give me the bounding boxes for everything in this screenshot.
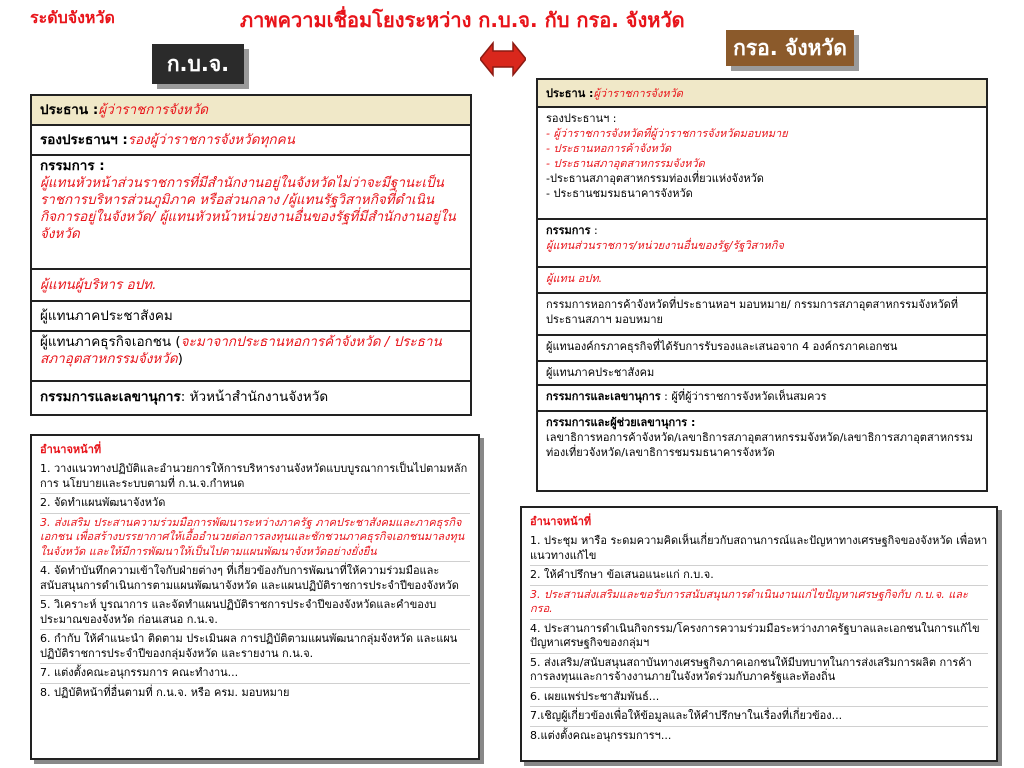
kbj-vice-row <box>32 126 470 156</box>
kro-vice-label: รองประธานฯ : <box>546 112 617 125</box>
kbj-tab: ก.บ.จ. <box>152 44 244 84</box>
kro-duty-item: 3. ประสานส่งเสริมและขอรับการสนับสนุนการดำเนินงานแก่ไขปัญหาเศรษฐกิจกับ ก.บ.จ. และ กรอ. <box>530 586 988 620</box>
kro-private-org-row <box>538 336 986 362</box>
kro-chair-row <box>538 80 986 108</box>
kro-chamber-row <box>538 294 986 336</box>
kro-vice-row <box>538 108 986 220</box>
kbj-duty-item: 7. แต่งตั้งคณะอนุกรรมการ คณะทำงาน... <box>40 664 470 684</box>
kbj-private-label: ผู้แทนภาคธุรกิจเอกชน ( <box>40 334 181 350</box>
kbj-duty-item: 3. ส่งเสริม ประสานความร่วมมือการพัฒนาระหว่างภาครัฐ ภาคประชาสังคมและภาคธุรกิจเอกชน เพื่อสร้างบรรยากาศให้เอื้ออำนวยต่อการลงทุนและชักชวนภาคธุรกิจเอกชนมาลงทุนในจังหวัด และให้มีการพัฒนาให้เป็นไปตามแผนพัฒนาจังหวัดอย่างยั่งยืน <box>40 514 470 563</box>
kro-duty-item: 2. ให้คำปรึกษา ข้อเสนอแนะแก่ ก.บ.จ. <box>530 566 988 586</box>
kbj-civil-row <box>32 302 470 332</box>
kro-vice-item: - ประธานหอการค้าจังหวัด <box>546 142 672 155</box>
kro-civil: ผู้แทนภาคประชาสังคม <box>546 366 655 379</box>
kro-secretary-row <box>538 386 986 412</box>
kro-vice-list <box>546 126 978 201</box>
kbj-duty-item: 8. ปฏิบัติหน้าที่อื่นตามที่ ก.น.จ. หรือ ครม. มอบหมาย <box>40 685 290 699</box>
kro-members-row: กรรมการ : ผู้แทนส่วนราชการ/หน่วยงานอื่นของรัฐ/รัฐวิสาหกิจ <box>538 220 986 268</box>
kro-duty-item: 4. ประสานการดำเนินกิจกรรม/โครงการความร่วมมือระหว่างภาครัฐบาลและเอกชนในการแก้ไขปัญหาเศรษฐกิจของกลุ่มฯ <box>530 620 988 654</box>
kro-vice-item: - ประธานสภาอุตสาหกรรมจังหวัด <box>546 157 705 170</box>
kro-private-org: ผู้แทนองค์กรภาคธุรกิจที่ได้รับการรับรองและเสนอจาก 4 องค์กรภาคเอกชน <box>546 340 898 353</box>
double-arrow-icon <box>480 40 526 78</box>
page-title: ภาพความเชื่อมโยงระหว่าง ก.บ.จ. กับ กรอ. จังหวัด <box>240 8 685 32</box>
kbj-duty-item: 6. กำกับ ให้คำแนะนำ ติดตาม ประเมินผล การปฏิบัติตามแผนพัฒนากลุ่มจังหวัด และแผนปฏิบัติราชการประจำปีของกลุ่มจังหวัด และรายงาน ก.น.จ. <box>40 630 470 664</box>
kro-local-admin-row <box>538 268 986 294</box>
kbj-duty-item: 1. วางแนวทางปฏิบัติและอำนวยการให้การบริหารงานจังหวัดแบบบูรณาการเป็นไปตามหลักการ นโยบายและระบบตามที่ ก.น.จ.กำหนด <box>40 460 470 494</box>
kbj-private-row <box>32 332 470 382</box>
kro-duty-item: 1. ประชุม หารือ ระดมความคิดเห็นเกี่ยวกับสถานการณ์และปัญหาทางเศรษฐกิจของจังหวัด เพื่อหาแนวทางแก้ไข <box>530 532 988 566</box>
kbj-duties-title: อำนาจหน้าที่ <box>40 443 102 456</box>
kro-tab: กรอ. จังหวัด <box>726 30 854 66</box>
kro-duties-title: อำนาจหน้าที่ <box>530 515 592 528</box>
kro-members-value: ผู้แทนส่วนราชการ/หน่วยงานอื่นของรัฐ/รัฐวิสาหกิจ <box>546 239 784 252</box>
kbj-private-close: ) <box>177 351 183 367</box>
kbj-local-admin: ผู้แทนผู้บริหาร อปท. <box>40 276 157 293</box>
kro-vice-item: - ประธานชมรมธนาคารจังหวัด <box>546 187 693 200</box>
kro-duty-item: 6. เผยแพร่ประชาสัมพันธ์... <box>530 688 988 708</box>
kro-civil-row <box>538 362 986 386</box>
kro-duties-list <box>530 532 988 745</box>
kbj-duty-item: 4. จัดทำบันทึกความเข้าใจกับฝ่ายต่างๆ ที่เกี่ยวข้องกับการพัฒนาที่ให้ความร่วมมือและสนับสนุนการดำเนินการตามแผนพัฒนาจังหวัด และแผนปฏิบัติราชการประจำปีของจังหวัด <box>40 562 470 596</box>
kro-members-label: กรรมการ <box>546 224 591 237</box>
kro-vice-item: -ประธานสภาอุตสาหกรรมท่องเที่ยวแห่งจังหวัด <box>546 172 764 185</box>
kro-asst-value: เลขาธิการหอการค้าจังหวัด/เลขาธิการสภาอุตสาหกรรมจังหวัด/เลขาธิการสภาอุตสาหกรรมท่องเที่ยวจังหวัด/เลขาธิการชมรมธนาคารจังหวัด <box>546 431 973 459</box>
kbj-duty-item: 5. วิเคราะห์ บูรณาการ และจัดทำแผนปฏิบัติราชการประจำปีของจังหวัดและคำของบประมาณของจังหวัด ก่อนเสนอ ก.น.จ. <box>40 596 470 630</box>
kro-committee-table <box>536 78 988 492</box>
kro-duties-box <box>520 506 998 762</box>
kbj-duty-item: 2. จัดทำแผนพัฒนาจังหวัด <box>40 494 470 514</box>
kbj-members-value: ผู้แทนหัวหน้าส่วนราชการที่มีสำนักงานอยู่ในจังหวัดไม่ว่าจะมีฐานะเป็นราชการบริหารส่วนภูมิภาค หรือส่วนกลาง /ผู้แทนรัฐวิสาหกิจที่ดำเนินกิจการอยู่ในจังหวัด/ ผู้แทนหัวหน้าหน่วยงานอื่นของรัฐที่มีสำนักงานอยู่ในจังหวัด <box>40 175 456 242</box>
level-label: ระดับจังหวัด <box>30 8 115 27</box>
kbj-chair-label: ประธาน : <box>40 101 99 118</box>
kro-secretary-label: กรรมการและเลขานุการ <box>546 390 661 403</box>
kro-chamber: กรรมการหอการค้าจังหวัดที่ประธานหอฯ มอบหมาย/ กรรมการสภาอุตสาหกรรมจังหวัดที่ประธานสภาฯ มอบหมาย <box>546 298 959 326</box>
kro-vice-item: - ผู้ว่าราชการจังหวัดที่ผู้ว่าราชการจังหวัดมอบหมาย <box>546 127 788 140</box>
kro-chair-value: ผู้ว่าราชการจังหวัด <box>593 86 683 100</box>
kro-local-admin: ผู้แทน อปท. <box>546 272 603 285</box>
kbj-committee-table <box>30 94 472 416</box>
kbj-secretary-row <box>32 382 470 412</box>
kro-asst-row <box>538 412 986 466</box>
kro-duty-item: 5. ส่งเสริม/สนับสนุนสถาบันทางเศรษฐกิจภาคเอกชนให้มีบทบาทในการส่งเสริมการผลิต การค้า การลงทุนและการจ้างงานภายในจังหวัดร่วมกับภาครัฐและท้องถิ่น <box>530 654 988 688</box>
kro-secretary-value: : ผู้ที่ผู้ว่าราชการจังหวัดเห็นสมควร <box>660 390 827 403</box>
kbj-members-label: กรรมการ : <box>40 158 105 174</box>
kbj-civil: ผู้แทนภาคประชาสังคม <box>40 307 173 324</box>
kro-duty-item: 7.เชิญผู้เกี่ยวข้องเพื่อให้ข้อมูลและให้คำปรึกษาในเรื่องที่เกี่ยวข้อง... <box>530 707 988 727</box>
kbj-local-admin-row <box>32 270 470 302</box>
kbj-members-row <box>32 156 470 270</box>
kbj-duties-box <box>30 434 480 760</box>
kbj-private-value: จะมาจากประธานหอการค้าจังหวัด / ประธานสภาอุตสาหกรรมจังหวัด <box>40 334 442 367</box>
kbj-vice-label: รองประธานฯ : <box>40 131 128 148</box>
kbj-chair-value: ผู้ว่าราชการจังหวัด <box>98 101 209 118</box>
kbj-secretary-value: : หัวหน้าสำนักงานจังหวัด <box>180 388 329 405</box>
kbj-chair-row <box>32 96 470 126</box>
kbj-vice-value: รองผู้ว่าราชการจังหวัดทุกคน <box>127 131 295 148</box>
kbj-secretary-label: กรรมการและเลขานุการ <box>40 388 181 405</box>
kro-duty-item: 8.แต่งตั้งคณะอนุกรรมการฯ... <box>530 728 672 742</box>
kbj-duties-list <box>40 460 470 702</box>
kro-asst-label: กรรมการและผู้ช่วยเลขานุการ : <box>546 416 696 429</box>
kro-chair-label: ประธาน : <box>546 86 594 100</box>
